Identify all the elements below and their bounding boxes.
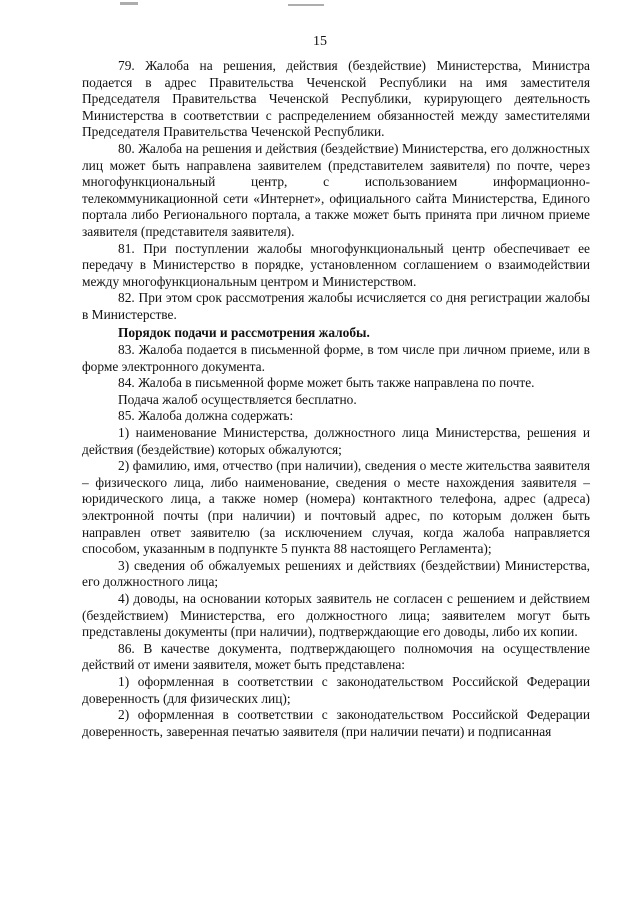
scan-artifact-top <box>288 4 324 6</box>
paragraph-79: 79. Жалоба на решения, действия (бездействие) Министерства, Министра подается в адрес Правительства Чеченской Республики на имя заместителя Председателя Правительства Чеченской Республики, курирующего деятельность Министерства в соответствии с распределением обязанностей между заместителями Председателя Правительства Чеченской Республики. <box>82 58 590 140</box>
paragraph-82: 82. При этом срок рассмотрения жалобы исчисляется со дня регистрации жалобы в Министерстве. <box>82 290 590 322</box>
section-heading: Порядок подачи и рассмотрения жалобы. <box>118 324 370 340</box>
paragraph-86: 86. В качестве документа, подтверждающего полномочия на осуществление действий от имени заявителя, может быть представлена: <box>82 640 590 673</box>
document-body <box>82 58 590 740</box>
paragraph-83: 83. Жалоба подается в письменной форме, в том числе при личном приеме, или в форме электронного документа. <box>82 342 590 374</box>
page-number: 15 <box>313 34 327 49</box>
scan-artifact-left <box>120 2 138 5</box>
list-item-85-3: 3) сведения об обжалуемых решениях и действиях (бездействии) Министерства, его должностного лица; <box>82 557 590 590</box>
list-item-86-2: 2) оформленная в соответствии с законодательством Российской Федерации доверенность, заверенная печатью заявителя (при наличии печати) и подписанная <box>82 707 590 739</box>
paragraph-84: 84. Жалоба в письменной форме может быть также направлена по почте. <box>118 375 535 391</box>
list-item-85-4: 4) доводы, на основании которых заявитель не согласен с решением и действием (бездействием) Министерства, его должностного лица; заявителем могут быть представлены документы (при наличии), подтверждающие его доводы, либо их копии. <box>82 591 590 640</box>
list-item-86-1: 1) оформленная в соответствии с законодательством Российской Федерации доверенность (для физических лиц); <box>82 673 590 706</box>
paragraph-81: 81. При поступлении жалобы многофункциональный центр обеспечивает ее передачу в Министерство в порядке, установленном соглашением о взаимодействии между многофункциональным центром и Министерством. <box>82 240 590 289</box>
list-item-85-1: 1) наименование Министерства, должностного лица Министерства, решения и действия (бездействие) которых обжалуются; <box>82 425 590 457</box>
paragraph-80: 80. Жалоба на решения и действия (бездействие) Министерства, его должностных лиц может быть направлена заявителем (представителем заявителя) по почте, через многофункциональный центр, с использованием информационно-телекоммуникационной сети «Интернет», официального сайта Министерства, Единого портала либо Регионального портала, а также может быть принята при личном приеме заявителя (представителя заявителя). <box>82 140 590 239</box>
paragraph-free-of-charge: Подача жалоб осуществляется бесплатно. <box>118 391 357 407</box>
paragraph-85: 85. Жалоба должна содержать: <box>118 408 294 424</box>
list-item-85-2: 2) фамилию, имя, отчество (при наличии), сведения о месте жительства заявителя – физического лица, либо наименование, сведения о месте нахождения заявителя – юридического лица, а также номер (номера) контактного телефона, адрес (адреса) электронной почты (при наличии) и почтовый адрес, по которым должен быть направлен ответ заявителю (за исключением случая, когда жалоба направляется способом, указанным в подпункте 5 пункта 88 настоящего Регламента); <box>82 458 590 557</box>
